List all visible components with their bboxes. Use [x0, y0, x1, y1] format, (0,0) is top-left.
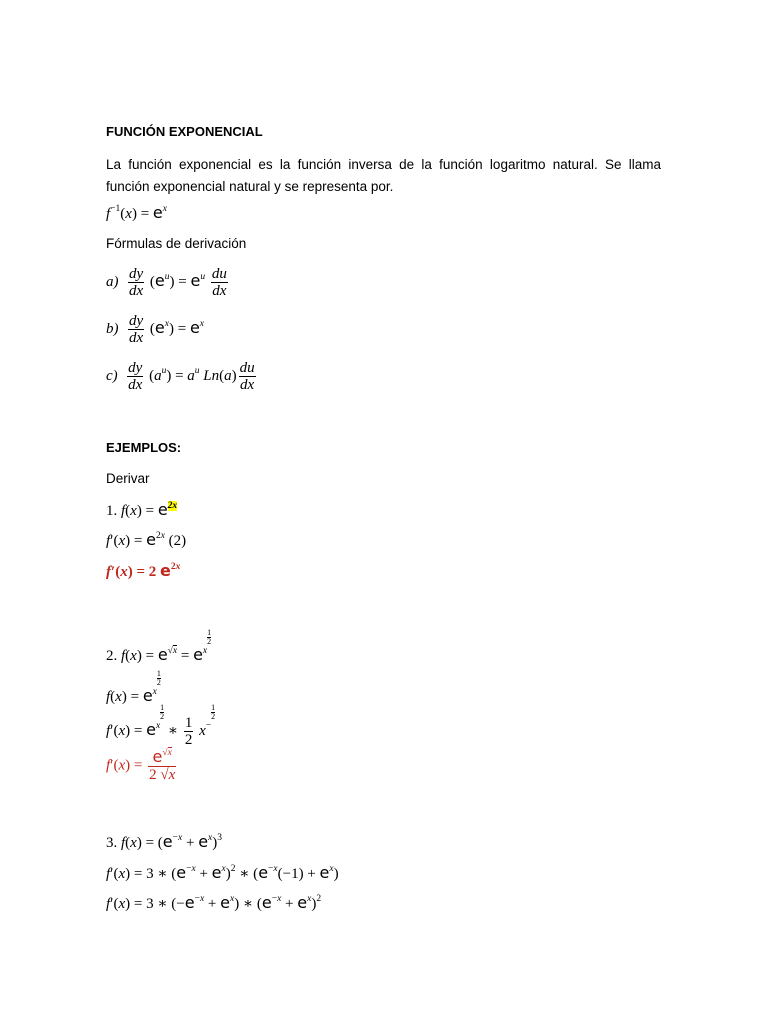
example-3-result: f′(x) = 3 ∗ $(-e^{-x} + e^x)$ ∗ $(e^{-x} + e^x)^2$	[106, 893, 322, 912]
formula-a: a) $\frac{dy}{dx}$ $(e^u) = e^u$ $\frac{du}{dx}$	[106, 266, 227, 299]
formulas-heading: Fórmulas de derivación	[106, 236, 247, 251]
example-3-number: 3.	[106, 835, 118, 851]
ln-text: Ln	[203, 367, 220, 384]
example-3-step: f′(x) = 3 ∗ $(e^{-x} + e^x)^2$ ∗ $(e^{-x}(-1) + e^x)$	[106, 863, 339, 882]
example-2-rewrite: $f(x) = e^{x \frac{1}{2}}$	[106, 669, 161, 705]
example-2-number: 2.	[106, 648, 118, 664]
examples-heading: EJEMPLOS:	[106, 440, 182, 455]
formula-b-label: b)	[106, 320, 119, 337]
example-1-result: f′(x) = 2 $e^{2x}$	[106, 561, 181, 580]
example-1-step: $f'(x) = e^{2x}$ (2)	[106, 530, 187, 549]
formula-c-label: c)	[106, 367, 118, 384]
formula-a-label: a)	[106, 273, 119, 290]
example-2-result: f′(x) = $\frac{e^{√x}}{2 √x}$	[106, 747, 176, 783]
formula-b: b) $\frac{dy}{dx}$ $(e^x) = e^x$	[106, 313, 205, 346]
inverse-function-formula: $f^{-1}(x) = e^x$	[106, 203, 167, 222]
example-3-function: 3. $f(x) = (e^{-x} + e^x)^3$	[106, 832, 222, 851]
example-1-number: 1.	[106, 503, 118, 519]
formula-c: c) $\frac{dy}{dx}$ $(a^u) = a^u$ Ln(a) $\frac{du}{dx}$	[106, 360, 255, 393]
example-2-function: 2. $f(x) = e^{√x} = e^{x \frac{1}{2}}$	[106, 628, 212, 664]
intro-paragraph: La función exponencial es la función inversa de la función logaritmo natural. Se llama función exponencial natural y se representa por.	[106, 157, 661, 194]
example-2-step: $f'(x) = e^{x \frac{1}{2}}$ ∗ $\frac{1}{2}$ $x^{- \frac{1}{2}}$	[106, 703, 216, 749]
section-title: FUNCIÓN EXPONENCIAL	[106, 124, 263, 139]
example-1-function: 1. $f(x) = e^{2x}$	[106, 500, 178, 519]
derivar-label: Derivar	[106, 471, 150, 486]
